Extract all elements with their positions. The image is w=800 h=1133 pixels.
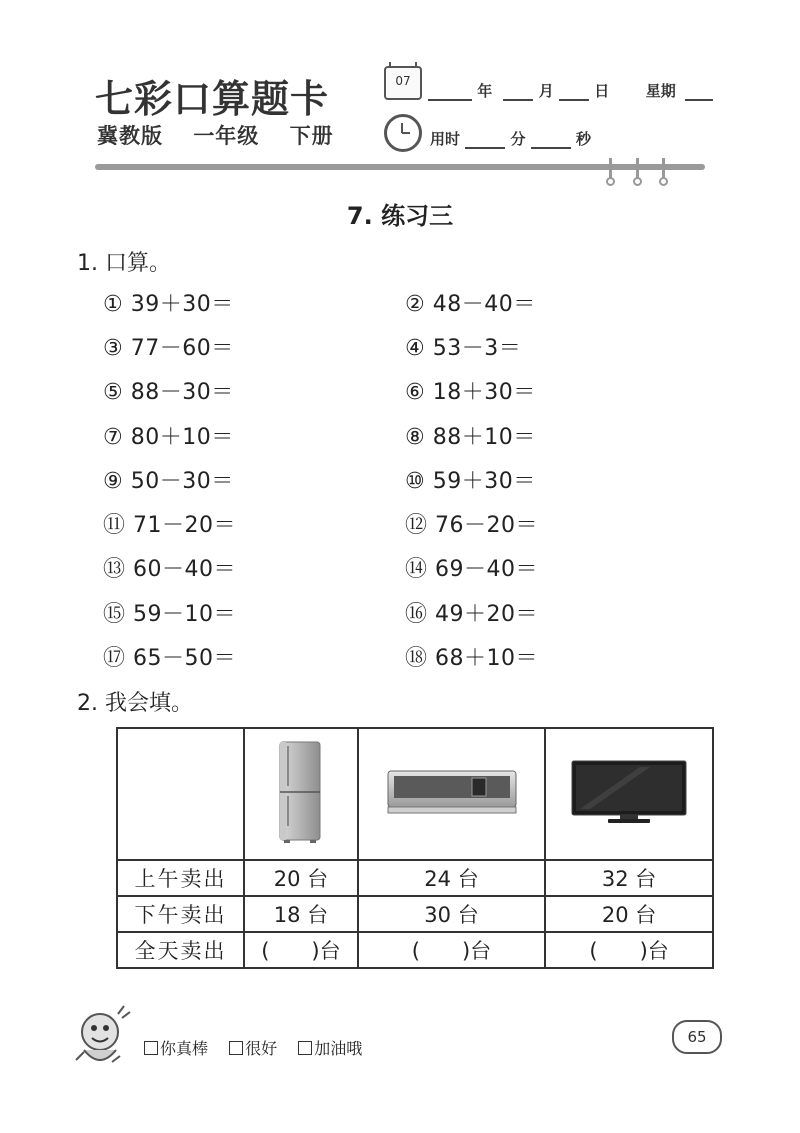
television-cell xyxy=(545,728,713,860)
checkbox-icon[interactable] xyxy=(144,1041,158,1055)
corner-cell xyxy=(117,728,244,860)
second-blank[interactable] xyxy=(531,133,571,149)
sales-table xyxy=(116,727,714,969)
weekday-label: 星期 xyxy=(645,82,676,100)
problem: ⑥ 18＋30＝ xyxy=(405,380,536,405)
checkbox-icon[interactable] xyxy=(229,1041,243,1055)
air-conditioner-icon xyxy=(386,767,518,817)
table-row xyxy=(117,860,713,896)
problem: ⑧ 88＋10＝ xyxy=(405,425,536,450)
problem: ⑭ 69－40＝ xyxy=(405,557,539,582)
problem: ⑰ 65－50＝ xyxy=(103,646,237,671)
problem: ⑪ 71－20＝ xyxy=(103,513,237,538)
problem: ⑦ 80＋10＝ xyxy=(103,425,234,450)
refrigerator-icon xyxy=(276,740,326,844)
minute-blank[interactable] xyxy=(465,133,505,149)
brand-title: 七彩口算题卡 xyxy=(95,76,330,121)
calendar-day: 07 xyxy=(395,74,411,88)
answer-cell[interactable]: ( )台 xyxy=(545,932,713,968)
rating-good[interactable]: 很好 xyxy=(229,1039,277,1058)
problem: ③ 77－60＝ xyxy=(103,336,234,361)
date-fields xyxy=(428,80,713,101)
pin-icon xyxy=(636,158,639,182)
edition-line xyxy=(97,120,356,150)
problem: ⑱ 68＋10＝ xyxy=(405,646,539,671)
volume: 下册 xyxy=(289,124,334,148)
problem: ⑨ 50－30＝ xyxy=(103,469,234,494)
problem: ⑮ 59－10＝ xyxy=(103,602,237,627)
clock-icon xyxy=(384,114,422,152)
month-blank[interactable] xyxy=(503,85,533,101)
problem: ② 48－40＝ xyxy=(405,292,536,317)
time-used-label: 用时 xyxy=(430,130,461,148)
minute-label: 分 xyxy=(510,130,526,148)
checkbox-icon[interactable] xyxy=(298,1041,312,1055)
problem: ① 39＋30＝ xyxy=(103,292,234,317)
weekday-blank[interactable] xyxy=(685,85,713,101)
second-label: 秒 xyxy=(575,130,591,148)
calendar-icon xyxy=(384,66,422,100)
rating-great[interactable]: 你真棒 xyxy=(144,1039,208,1058)
page-number: 65 xyxy=(672,1020,722,1054)
answer-cell[interactable]: ( )台 xyxy=(358,932,545,968)
time-fields xyxy=(430,128,591,149)
year-blank[interactable] xyxy=(428,85,472,101)
pin-icon xyxy=(609,158,612,182)
table-row xyxy=(117,728,713,860)
problem: ⑬ 60－40＝ xyxy=(103,557,237,582)
table-cell: 20 台 xyxy=(244,860,358,896)
day-blank[interactable] xyxy=(559,85,589,101)
table-row xyxy=(117,896,713,932)
table-cell: 24 台 xyxy=(358,860,545,896)
lesson-title: 7. 练习三 xyxy=(346,202,454,230)
pin-icon xyxy=(662,158,665,182)
table-cell: 32 台 xyxy=(545,860,713,896)
edition: 冀教版 xyxy=(97,124,163,148)
table-row xyxy=(117,932,713,968)
rating-checkboxes xyxy=(144,1036,378,1059)
answer-cell[interactable]: ( )台 xyxy=(244,932,358,968)
television-icon xyxy=(570,759,688,825)
problem: ⑤ 88－30＝ xyxy=(103,380,234,405)
header-divider xyxy=(95,164,705,170)
mascot-icon xyxy=(70,1000,134,1072)
problem: ⑩ 59＋30＝ xyxy=(405,469,536,494)
table-cell: 18 台 xyxy=(244,896,358,932)
air-conditioner-cell xyxy=(358,728,545,860)
row-label: 全天卖出 xyxy=(117,932,244,968)
section2-title: 2. 我会填。 xyxy=(77,691,193,716)
problem: ④ 53－3＝ xyxy=(405,336,522,361)
month-label: 月 xyxy=(538,82,554,100)
problem: ⑫ 76－20＝ xyxy=(405,513,539,538)
rating-keep-going[interactable]: 加油哦 xyxy=(298,1039,362,1058)
problem: ⑯ 49＋20＝ xyxy=(405,602,539,627)
section1-title: 1. 口算。 xyxy=(77,251,171,276)
year-label: 年 xyxy=(477,82,493,100)
row-label: 下午卖出 xyxy=(117,896,244,932)
row-label: 上午卖出 xyxy=(117,860,244,896)
table-cell: 20 台 xyxy=(545,896,713,932)
table-cell: 30 台 xyxy=(358,896,545,932)
grade: 一年级 xyxy=(193,124,260,148)
day-label: 日 xyxy=(594,82,610,100)
refrigerator-cell xyxy=(244,728,358,860)
